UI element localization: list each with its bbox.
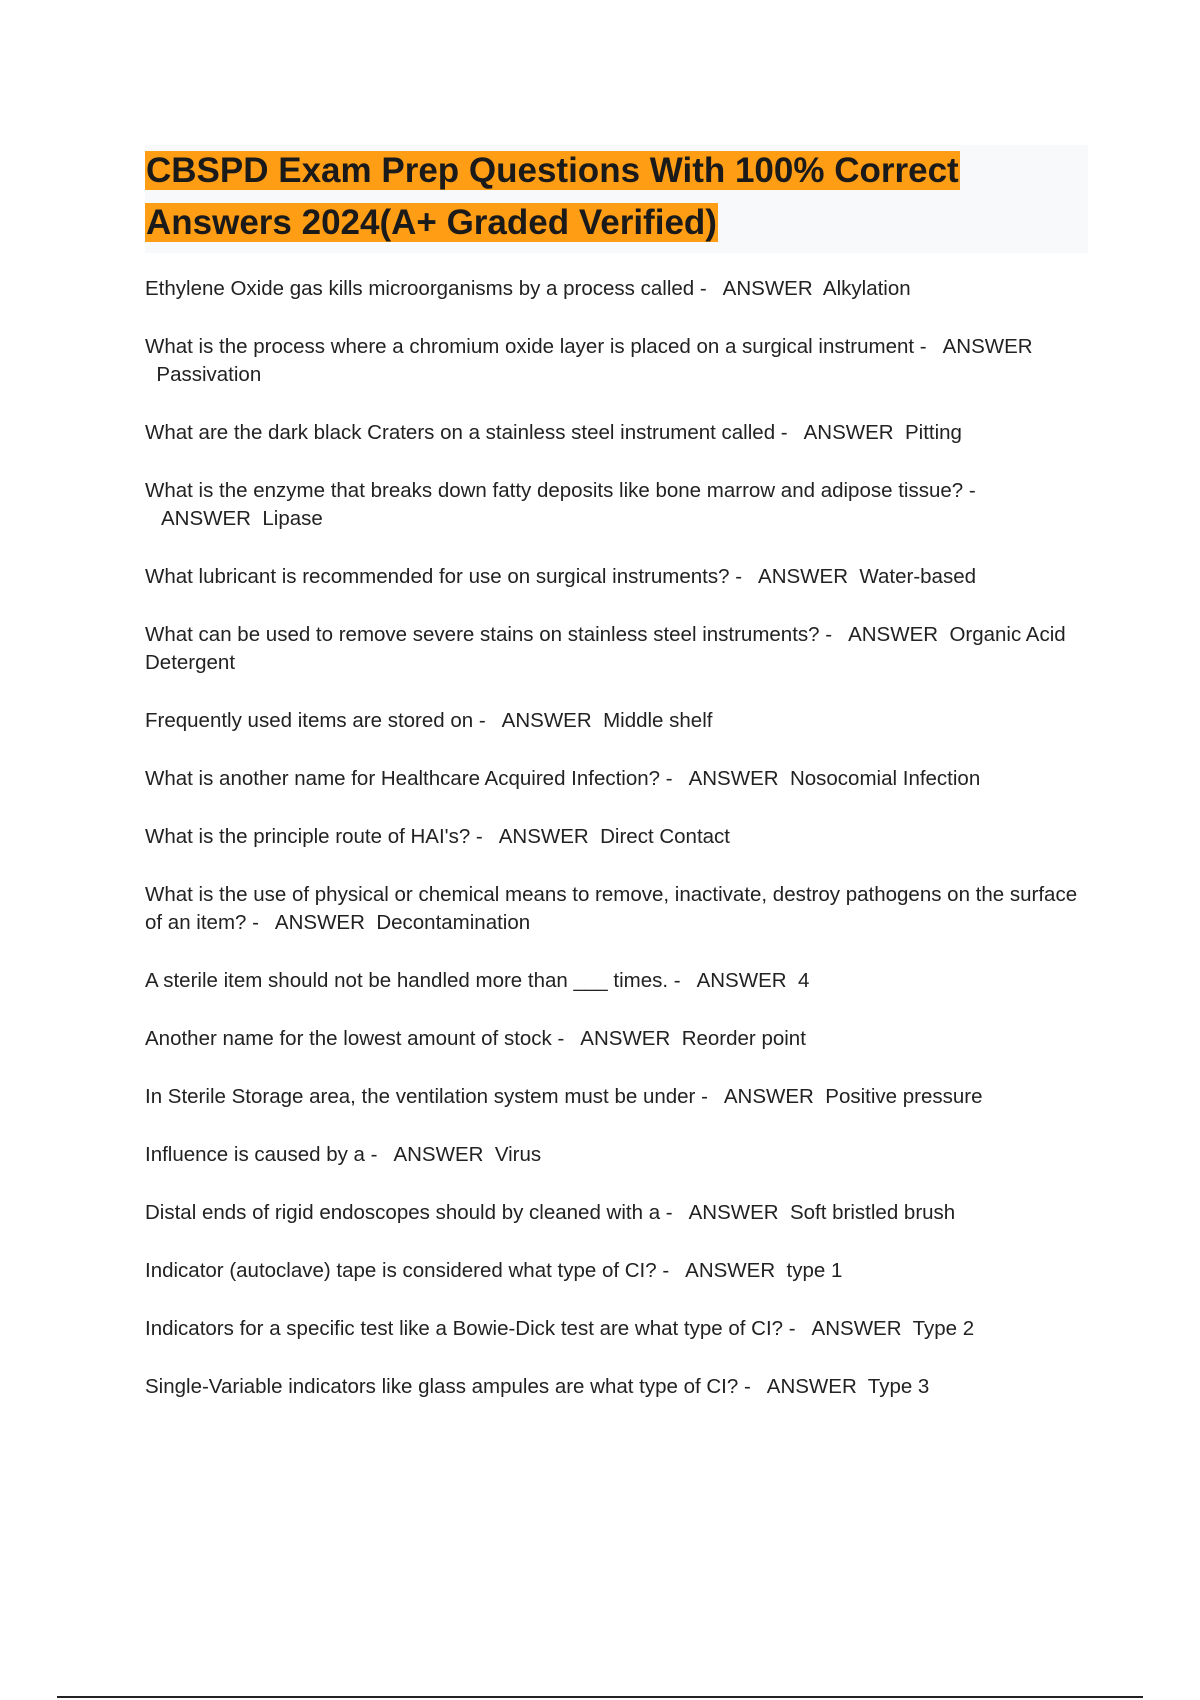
question-text: Distal ends of rigid endoscopes should by cleaned with a -: [145, 1201, 673, 1224]
answer-label: ANSWER: [723, 1085, 814, 1108]
answer-label: ANSWER: [685, 1259, 776, 1282]
answer-text: Pitting: [904, 421, 962, 444]
answer-text: Direct Contact: [600, 825, 730, 848]
answer-text: type 1: [786, 1259, 843, 1282]
answer-label: ANSWER: [811, 1317, 902, 1340]
title-highlight: CBSPD Exam Prep Questions With 100% Correct Answers 2024(A+ Graded Verified): [146, 151, 959, 242]
question-text: What lubricant is recommended for use on surgical instruments? -: [145, 565, 743, 588]
qa-item: [145, 621, 1080, 677]
answer-label: ANSWER: [501, 709, 592, 732]
qa-item: [145, 1025, 1080, 1053]
question-text: In Sterile Storage area, the ventilation system must be under -: [145, 1085, 708, 1108]
answer-label: ANSWER: [758, 565, 848, 588]
question-text: What is the principle route of HAI's? -: [145, 825, 483, 848]
answer-text: Middle shelf: [603, 709, 713, 732]
question-text: Indicators for a specific test like a Bowie-Dick test are what type of CI? -: [145, 1317, 796, 1340]
question-text: What can be used to remove severe stains on stainless steel instruments? -: [145, 623, 833, 646]
answer-label: ANSWER: [393, 1143, 484, 1166]
answer-text: Soft bristled brush: [789, 1201, 956, 1224]
qa-item: [145, 1315, 1080, 1343]
answer-label: ANSWER: [942, 335, 1033, 358]
answer-label: ANSWER: [274, 911, 365, 934]
answer-text: Virus: [494, 1143, 542, 1166]
answer-text: Decontamination: [376, 911, 531, 934]
answer-text: Type 3: [867, 1375, 930, 1398]
answer-label: ANSWER: [766, 1375, 857, 1398]
qa-item: [145, 1373, 1080, 1401]
qa-item: [145, 1257, 1080, 1285]
answer-label: ANSWER: [803, 421, 894, 444]
answer-text: 4: [797, 969, 810, 992]
answer-text: Passivation: [156, 363, 262, 386]
answer-label: ANSWER: [688, 767, 779, 790]
answer-text: Organic Acid Detergent: [145, 623, 1066, 674]
qa-item: [145, 333, 1080, 389]
answer-text: Reorder point: [681, 1027, 806, 1050]
answer-text: Nosocomial Infection: [789, 767, 981, 790]
qa-item: [145, 881, 1080, 937]
page-divider: [57, 1696, 1143, 1698]
question-text: A sterile item should not be handled more than ___ times. -: [145, 969, 681, 992]
answer-label: ANSWER: [848, 623, 939, 646]
answer-text: Water-based: [859, 565, 976, 588]
qa-item: [145, 1141, 1080, 1169]
answer-text: Lipase: [262, 507, 323, 530]
qa-item: [145, 563, 1080, 591]
answer-label: ANSWER: [696, 969, 787, 992]
question-text: What is another name for Healthcare Acquired Infection? -: [145, 767, 673, 790]
answer-text: Alkylation: [822, 277, 911, 300]
title-block: [145, 145, 1088, 253]
qa-item: [145, 1083, 1080, 1111]
qa-item: [145, 765, 1080, 793]
question-text: Ethylene Oxide gas kills microorganisms by a process called -: [145, 277, 707, 300]
question-text: Influence is caused by a -: [145, 1143, 378, 1166]
question-text: What is the process where a chromium oxide layer is placed on a surgical instrument -: [145, 335, 927, 358]
page-title: [145, 145, 1088, 249]
qa-item: [145, 823, 1080, 851]
answer-text: Type 2: [912, 1317, 975, 1340]
answer-text: Positive pressure: [825, 1085, 983, 1108]
answer-label: ANSWER: [498, 825, 589, 848]
qa-item: [145, 1199, 1080, 1227]
question-text: What is the use of physical or chemical means to remove, inactivate, destroy pathogens on the surface of an item? -: [145, 883, 1078, 934]
answer-label: ANSWER: [580, 1027, 671, 1050]
answer-label: ANSWER: [160, 507, 251, 530]
question-text: What are the dark black Craters on a stainless steel instrument called -: [145, 421, 788, 444]
qa-item: [145, 707, 1080, 735]
question-text: Single-Variable indicators like glass ampules are what type of CI? -: [145, 1375, 751, 1398]
qa-item: [145, 419, 1080, 447]
qa-item: [145, 477, 1080, 533]
qa-item: [145, 967, 1080, 995]
question-text: Another name for the lowest amount of stock -: [145, 1027, 565, 1050]
answer-label: ANSWER: [722, 277, 813, 300]
qa-item: [145, 275, 1080, 303]
question-text: Frequently used items are stored on -: [145, 709, 486, 732]
question-text: What is the enzyme that breaks down fatty deposits like bone marrow and adipose tissue? -: [145, 479, 976, 502]
qa-list: [145, 275, 1080, 1431]
question-text: Indicator (autoclave) tape is considered what type of CI? -: [145, 1259, 670, 1282]
answer-label: ANSWER: [688, 1201, 779, 1224]
